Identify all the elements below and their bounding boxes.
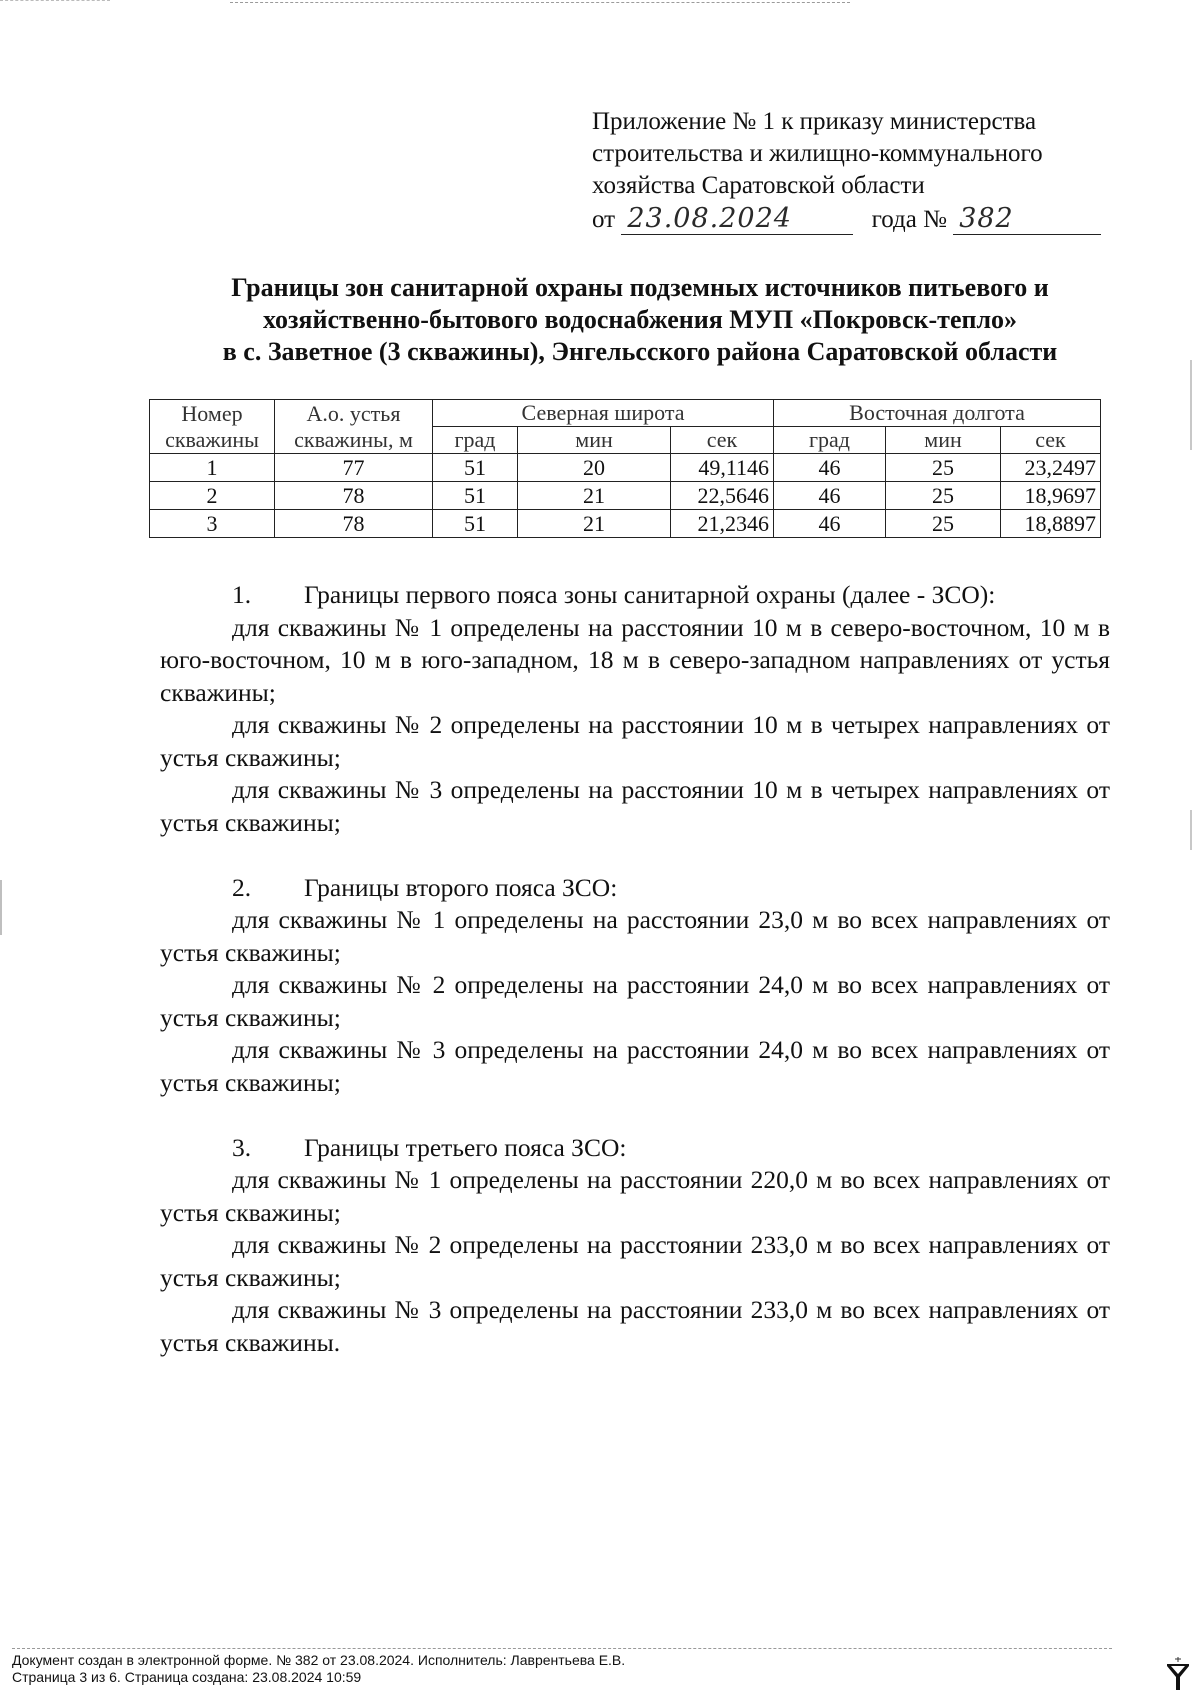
table-cell: 51	[433, 454, 518, 482]
document-body	[160, 579, 1110, 1359]
section-heading-text: Границы второго пояса ЗСО:	[304, 872, 618, 902]
table-cell: 2	[150, 482, 275, 510]
order-date-number	[592, 203, 1101, 235]
section-number: 3.	[232, 1132, 252, 1162]
table-cell: 25	[886, 454, 1001, 482]
table-cell: 77	[275, 454, 433, 482]
scan-artifact-top-left	[0, 0, 110, 4]
section-item: для скважины № 2 определены на расстоянии 10 м в четырех направлениях от устья скважины;	[160, 710, 1110, 772]
number-field	[953, 203, 1101, 235]
table-cell: 46	[774, 454, 886, 482]
table-cell: 21	[518, 482, 671, 510]
header-deg: град	[433, 427, 518, 454]
approval-line: Приложение № 1 к приказу министерства	[592, 108, 1037, 135]
coordinates-table	[149, 399, 1101, 538]
paragraph-gap	[160, 839, 1110, 872]
footer-line: Страница 3 из 6. Страница создана: 23.08.2024 10:59	[12, 1669, 362, 1685]
header-elevation: А.о. устья скважины, м	[275, 400, 433, 454]
section-item: для скважины № 1 определены на расстоянии 23,0 м во всех направлениях от устья скважины;	[160, 905, 1110, 967]
document-title	[120, 272, 1160, 368]
scan-artifact-left	[0, 880, 2, 935]
from-label: от	[592, 206, 616, 233]
table-cell: 51	[433, 510, 518, 538]
table-cell: 21,2346	[671, 510, 774, 538]
year-number-label: года №	[871, 206, 947, 233]
section-heading	[160, 1132, 1110, 1165]
table-cell: 25	[886, 482, 1001, 510]
paragraph-gap	[160, 1099, 1110, 1132]
header-north-latitude: Северная широта	[433, 400, 774, 427]
section-item: для скважины № 3 определены на расстоянии 10 м в четырех направлениях от устья скважины;	[160, 775, 1110, 837]
approval-line: строительства и жилищно-коммунального	[592, 140, 1043, 167]
section-heading	[160, 872, 1110, 905]
table-cell: 1	[150, 454, 275, 482]
table-cell: 78	[275, 482, 433, 510]
footer-line: Документ создан в электронной форме. № 382 от 23.08.2024. Исполнитель: Лаврентьева Е.В.	[12, 1652, 626, 1668]
table-row	[150, 482, 1101, 510]
document-system-logo-icon	[1166, 1657, 1190, 1691]
section-number: 2.	[232, 872, 252, 902]
title-line: Границы зон санитарной охраны подземных источников питьевого и	[231, 273, 1049, 302]
section-heading-text: Границы третьего пояса ЗСО:	[304, 1132, 627, 1162]
table-cell: 3	[150, 510, 275, 538]
table-row	[150, 454, 1101, 482]
section-heading-text: Границы первого пояса зоны санитарной охраны (далее - ЗСО):	[304, 580, 996, 609]
header-min: мин	[886, 427, 1001, 454]
footer-divider	[12, 1648, 1112, 1649]
table-cell: 18,9697	[1001, 482, 1101, 510]
handwritten-date: 23.08.2024	[627, 203, 792, 234]
scan-artifact-top	[230, 2, 850, 5]
table-row	[150, 510, 1101, 538]
title-line: хозяйственно-бытового водоснабжения МУП «Покровск-тепло»	[262, 305, 1018, 334]
header-sec: сек	[671, 427, 774, 454]
scan-artifact-right	[1190, 360, 1192, 450]
header-sec: сек	[1001, 427, 1101, 454]
table-cell: 20	[518, 454, 671, 482]
title-line: в с. Заветное (3 скважины), Энгельсского района Саратовской области	[222, 337, 1058, 366]
section-item: для скважины № 1 определены на расстоянии 220,0 м во всех направлениях от устья скважины;	[160, 1165, 1110, 1227]
table-cell: 22,5646	[671, 482, 774, 510]
scan-artifact-right-lower	[1190, 810, 1192, 850]
table-header-row	[150, 400, 1101, 427]
approval-line: хозяйства Саратовской области	[592, 172, 925, 199]
section-heading	[160, 579, 1110, 612]
table-cell: 25	[886, 510, 1001, 538]
table-cell: 21	[518, 510, 671, 538]
table-cell: 46	[774, 510, 886, 538]
table-cell: 18,8897	[1001, 510, 1101, 538]
footer	[12, 1652, 625, 1686]
section-item: для скважины № 1 определены на расстоянии 10 м в северо-восточном, 10 м в юго-восточном, 10 м в юго-западном, 18 м в северо-западном направлениях от устья скважины;	[160, 612, 1110, 707]
header-well-number: Номер скважины	[150, 400, 275, 454]
handwritten-number: 382	[959, 203, 1014, 234]
section-item: для скважины № 3 определены на расстоянии 24,0 м во всех направлениях от устья скважины;	[160, 1035, 1110, 1097]
approval-block	[592, 106, 1112, 202]
section-item: для скважины № 3 определены на расстоянии 233,0 м во всех направлениях от устья скважины.	[160, 1295, 1110, 1357]
section-item: для скважины № 2 определены на расстоянии 233,0 м во всех направлениях от устья скважины;	[160, 1230, 1110, 1292]
date-field	[621, 203, 853, 235]
header-deg: град	[774, 427, 886, 454]
section-number: 1.	[232, 580, 252, 609]
section-item: для скважины № 2 определены на расстоянии 24,0 м во всех направлениях от устья скважины;	[160, 970, 1110, 1032]
table-cell: 23,2497	[1001, 454, 1101, 482]
header-east-longitude: Восточная долгота	[774, 400, 1101, 427]
table-cell: 78	[275, 510, 433, 538]
table-cell: 51	[433, 482, 518, 510]
table-cell: 46	[774, 482, 886, 510]
header-min: мин	[518, 427, 671, 454]
table-cell: 49,1146	[671, 454, 774, 482]
